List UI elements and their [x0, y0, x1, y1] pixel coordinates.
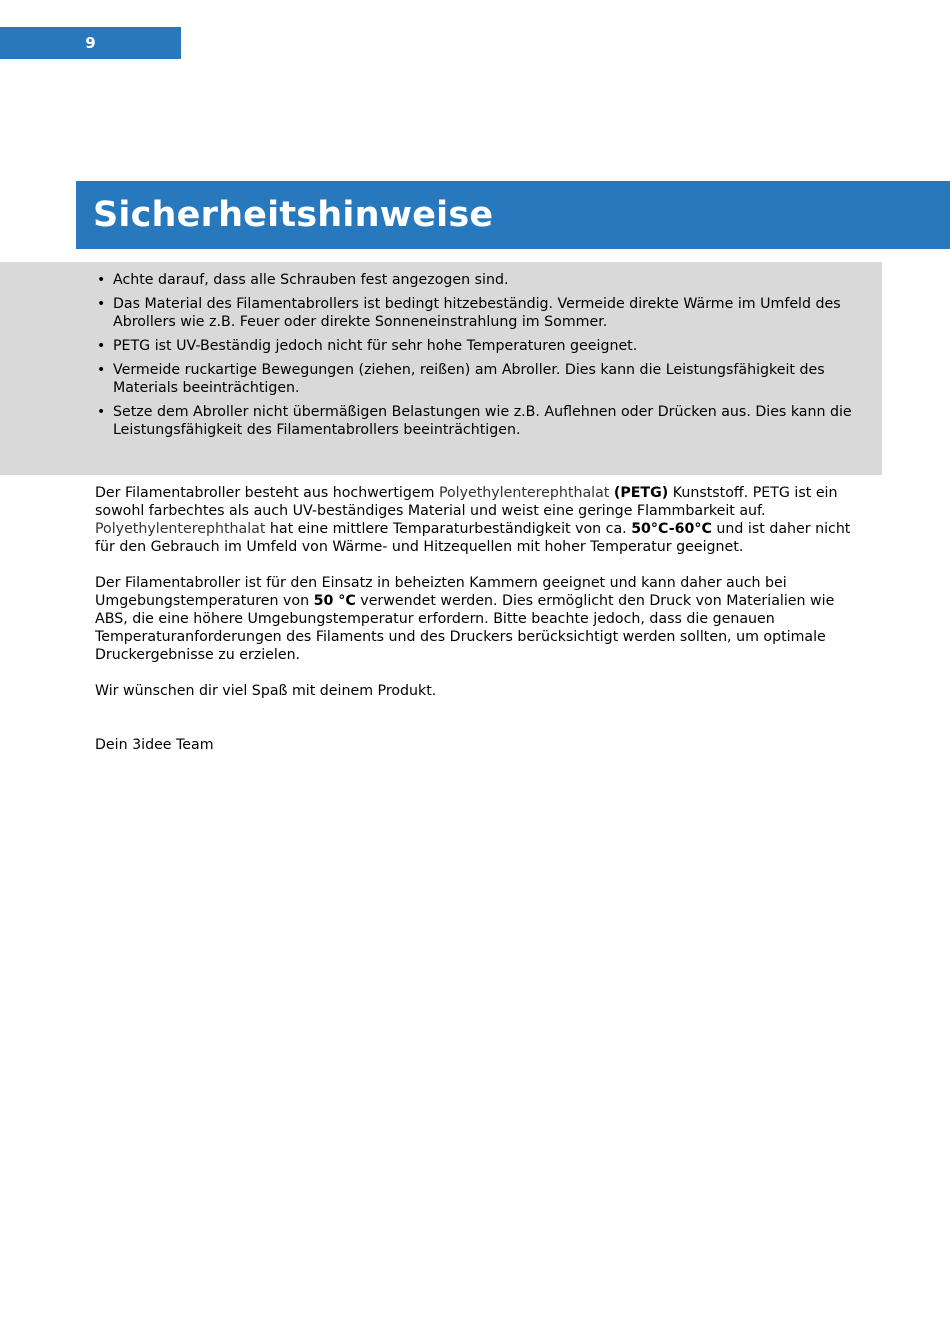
page-number-tab [0, 27, 181, 59]
safety-item: • Achte darauf, dass alle Schrauben fest angezogen sind. [95, 271, 862, 289]
signature: Dein 3idee Team [95, 737, 214, 753]
material-term: Polyethylenterephthalat [438, 485, 610, 501]
material-term: Polyethylenterephthalat [95, 521, 266, 537]
section-banner [76, 181, 950, 249]
body-text [95, 484, 865, 772]
text-run: verwendet werden. Dies ermöglicht den Druck von Materialien wie ABS, die eine höhere Umgebungstemperatur erfordern. Bitte beachte jedoch, dass die genauen Temperaturanforderungen des Filaments und des Druckers berücksichtigt werden sollten, um optimale Druckergebnisse zu erzielen. [95, 593, 835, 663]
page-number: 9 [85, 34, 96, 52]
safety-notice-box [0, 262, 882, 475]
paragraph-material [95, 484, 865, 556]
ambient-temperature: 50 °C [313, 593, 356, 609]
safety-item: • Setze dem Abroller nicht übermäßigen Belastungen wie z.B. Auflehnen oder Drücken aus. Dies kann die Leistungsfähigkeit des Filamentabrollers beeinträchtigen. [95, 403, 862, 439]
safety-item: • Das Material des Filamentabrollers ist bedingt hitzebeständig. Vermeide direkte Wärme im Umfeld des Abrollers wie z.B. Feuer oder direkte Sonneneinstrahlung im Sommer. [95, 295, 862, 331]
temperature-range: 50°C-60°C [631, 521, 712, 537]
material-abbreviation: (PETG) [613, 485, 669, 501]
text-run: Der Filamentabroller ist für den Einsatz in beheizten Kammern geeignet und kann daher auch bei Umgebungstemperaturen von [95, 575, 787, 609]
spacer [95, 718, 865, 736]
closing-line: Wir wünschen dir viel Spaß mit deinem Produkt. [95, 683, 437, 699]
text-run: und ist daher nicht für den Gebrauch im Umfeld von Wärme- und Hitzequellen mit hoher Temperatur geeignet. [95, 521, 851, 555]
paragraph-heated-chamber [95, 574, 865, 664]
safety-item: • PETG ist UV-Beständig jedoch nicht für sehr hohe Temperaturen geeignet. [95, 337, 862, 355]
safety-list [95, 271, 862, 439]
safety-item: • Vermeide ruckartige Bewegungen (ziehen, reißen) am Abroller. Dies kann die Leistungsfähigkeit des Materials beeinträchtigen. [95, 361, 862, 397]
text-run: Der Filamentabroller besteht aus hochwertigem [95, 485, 439, 501]
text-run: Kunststoff. PETG ist ein sowohl farbechtes als auch UV-beständiges Material und weist eine geringe Flammbarkeit auf. [95, 485, 838, 519]
section-title: Sicherheitshinweise [93, 195, 494, 235]
text-run: hat eine mittlere Temparaturbeständigkeit von ca. [265, 521, 632, 537]
